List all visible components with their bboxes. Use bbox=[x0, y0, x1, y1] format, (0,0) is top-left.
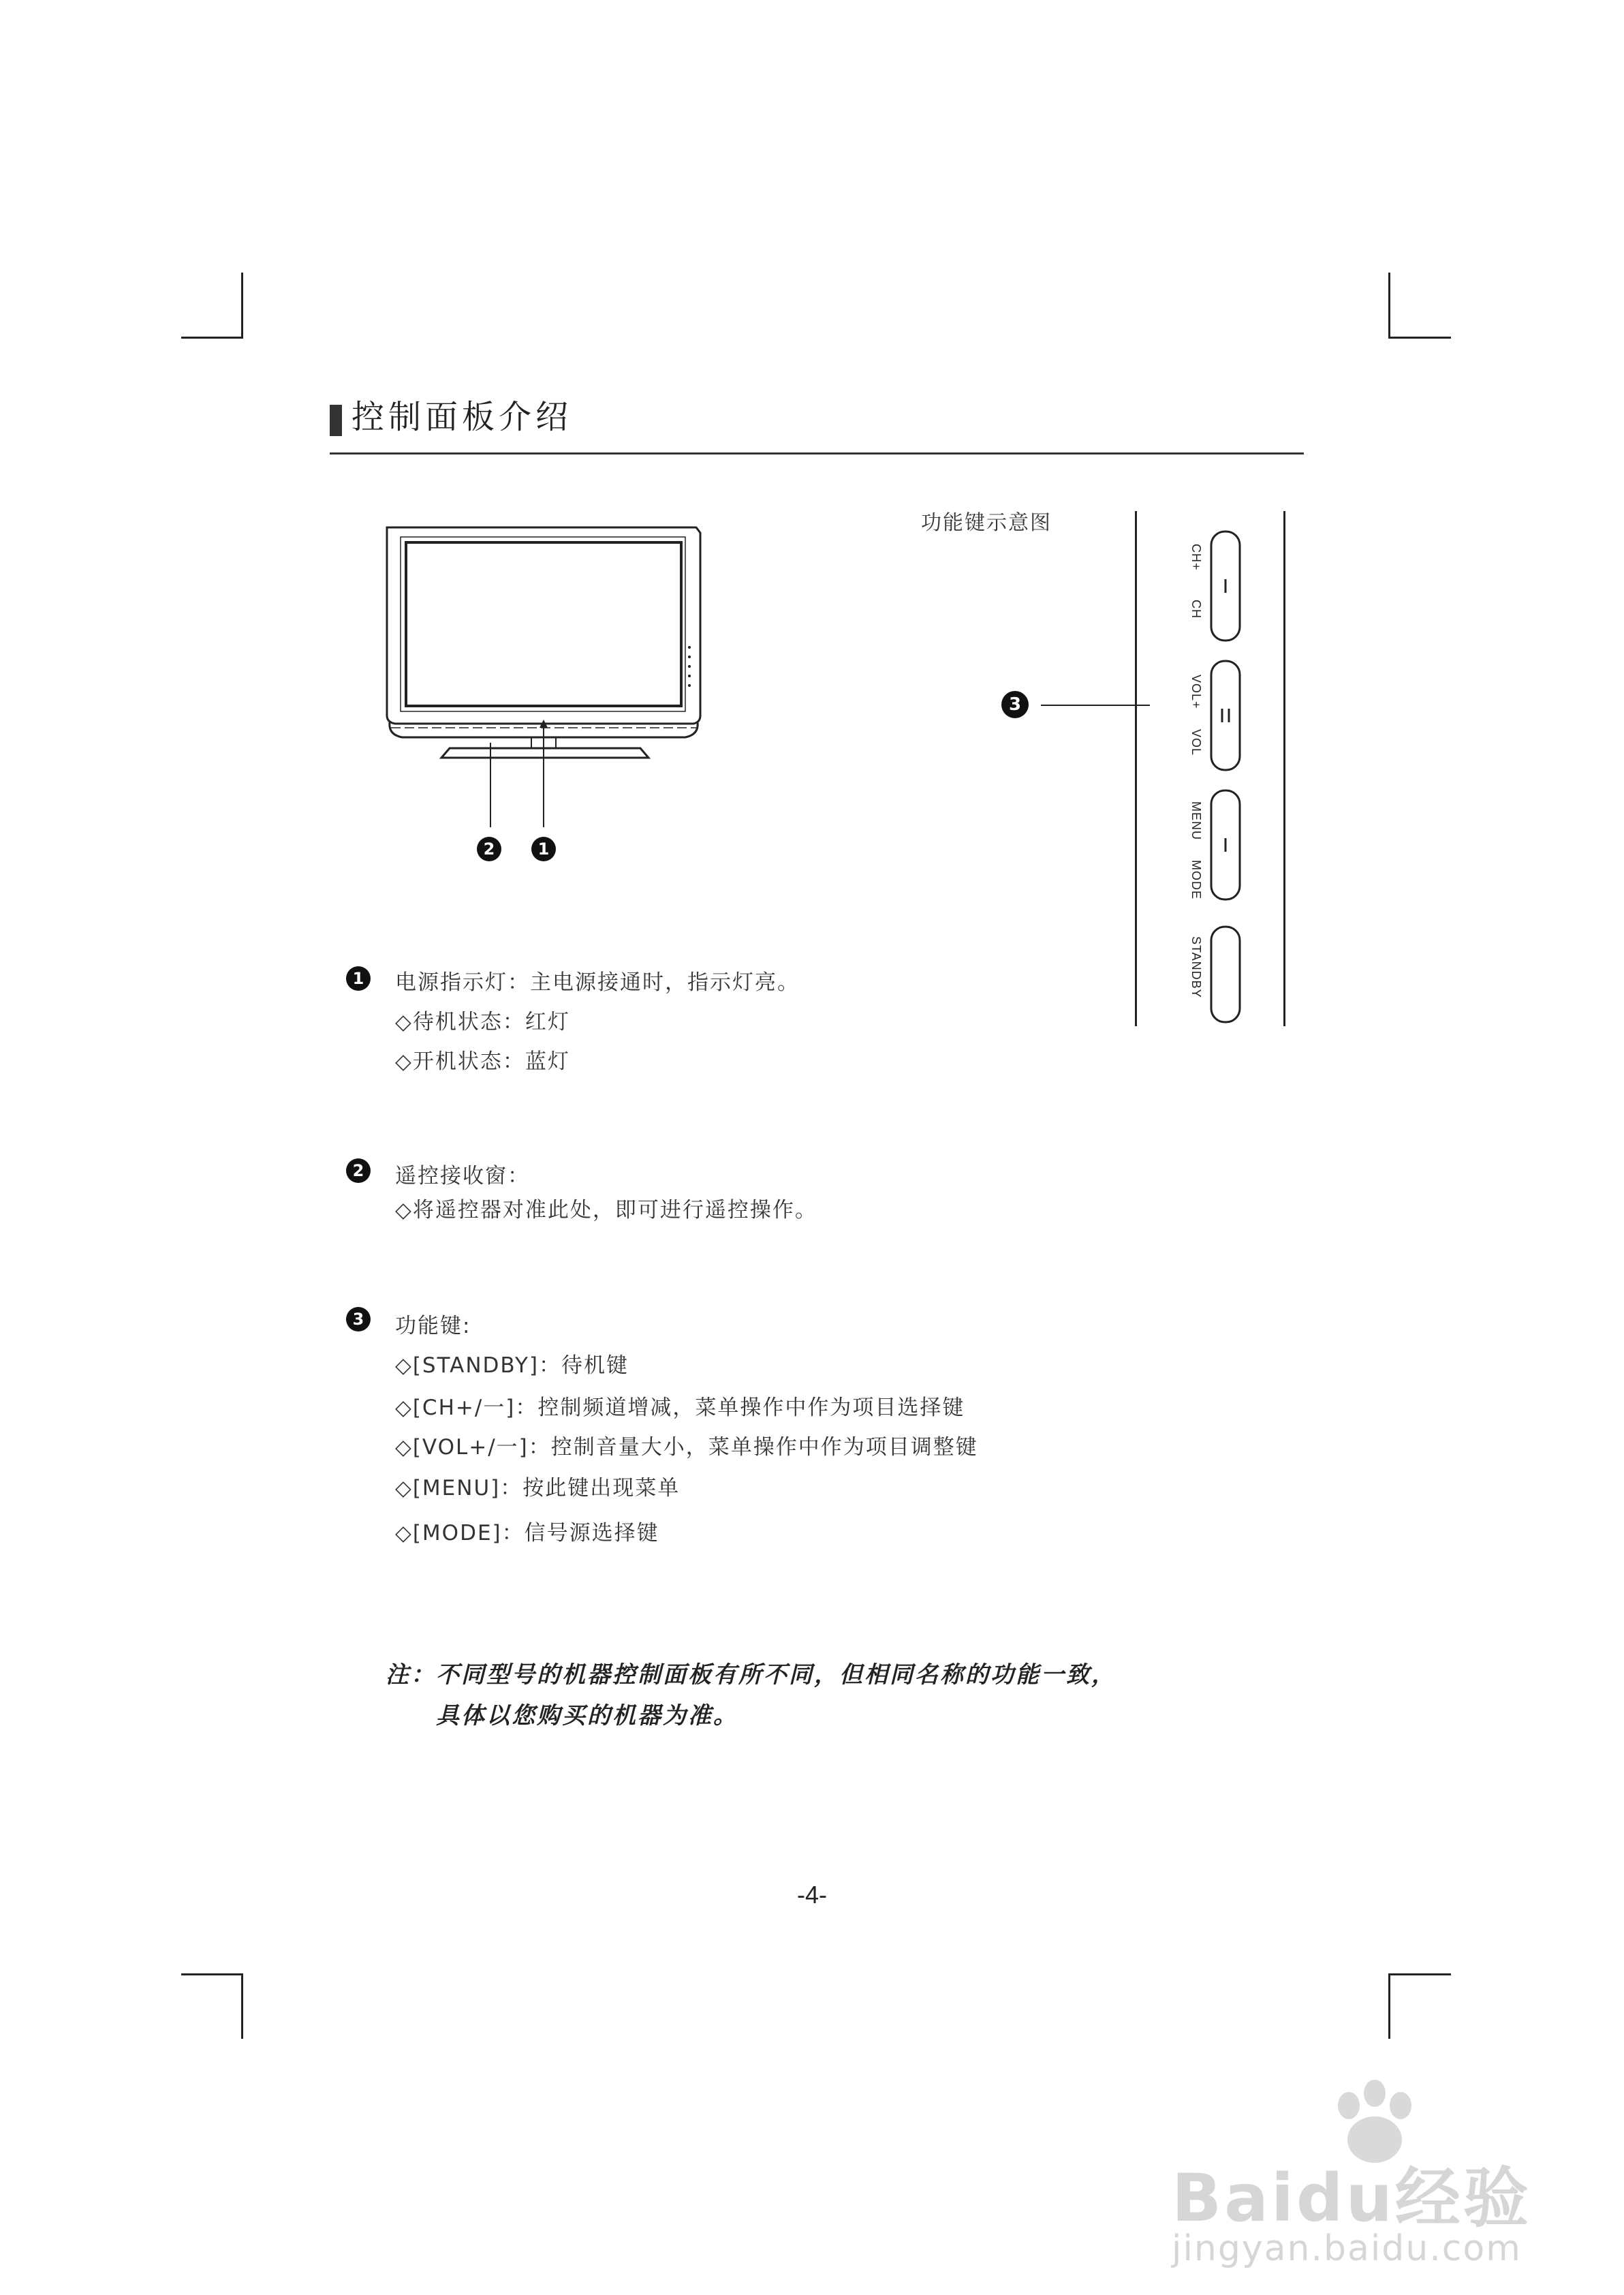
title-rule bbox=[330, 452, 1304, 455]
key-label-ch-plus: CH+ bbox=[1189, 544, 1203, 571]
key-label-ch-minus: CH bbox=[1189, 600, 1203, 619]
note-line-2: 具体以您购买的机器为准。 bbox=[436, 1702, 738, 1729]
key-label-standby: STANDBY bbox=[1189, 936, 1203, 998]
crop-mark-top-left-h bbox=[181, 337, 243, 339]
page-title: 控制面板介绍 bbox=[352, 398, 573, 436]
crop-mark-top-right-v bbox=[1388, 273, 1390, 338]
crop-mark-top-left-v bbox=[241, 273, 243, 338]
section-3-item-menu: ◇[MENU]：按此键出现菜单 bbox=[395, 1476, 681, 1500]
section-2-number: 2 bbox=[346, 1158, 371, 1183]
section-3-item-ch: ◇[CH+/一]：控制频道增减，菜单操作中作为项目选择键 bbox=[395, 1396, 965, 1420]
watermark-url: jingyan.baidu.com bbox=[1172, 2228, 1522, 2269]
key-label-menu: MENU bbox=[1189, 801, 1203, 840]
crop-mark-bottom-left-v bbox=[241, 1973, 243, 2039]
section-3-item-mode: ◇[MODE]：信号源选择键 bbox=[395, 1521, 659, 1545]
crop-mark-bottom-left-h bbox=[181, 1973, 243, 1975]
crop-mark-bottom-right-h bbox=[1388, 1973, 1451, 1975]
key-label-vol-plus: VOL+ bbox=[1189, 675, 1203, 709]
diagram-caption: 功能键示意图 bbox=[921, 511, 1052, 535]
section-3-item-vol: ◇[VOL+/一]：控制音量大小，菜单操作中作为项目调整键 bbox=[395, 1435, 978, 1460]
section-2-item-1: ◇将遥控器对准此处，即可进行遥控操作。 bbox=[395, 1198, 817, 1222]
note-line-1: 注：不同型号的机器控制面板有所不同，但相同名称的功能一致， bbox=[386, 1661, 1116, 1689]
callout-2: 2 bbox=[477, 837, 501, 861]
panel-right-edge bbox=[1283, 511, 1285, 1026]
section-1-number: 1 bbox=[346, 966, 371, 991]
page-number: -4- bbox=[797, 1881, 827, 1909]
section-3-item-standby: ◇[STANDBY]：待机键 bbox=[395, 1353, 629, 1378]
callout-3: 3 bbox=[1001, 691, 1029, 718]
key-label-mode: MODE bbox=[1189, 860, 1203, 899]
crop-mark-bottom-right-v bbox=[1388, 1973, 1390, 2039]
watermark-brand: Baidu经验 bbox=[1172, 2160, 1531, 2236]
section-2-heading: 遥控接收窗： bbox=[395, 1164, 530, 1188]
crop-mark-top-right-h bbox=[1388, 337, 1451, 339]
section-3-heading: 功能键: bbox=[395, 1314, 471, 1338]
section-1-item-2: ◇开机状态：蓝灯 bbox=[395, 1049, 570, 1074]
tv-illustration bbox=[381, 518, 708, 872]
title-marker bbox=[330, 405, 342, 436]
callout-3-leader bbox=[1041, 705, 1150, 706]
section-3-number: 3 bbox=[346, 1307, 371, 1331]
section-1-item-1: ◇待机状态：红灯 bbox=[395, 1010, 570, 1034]
panel-left-edge bbox=[1135, 511, 1137, 1026]
key-buttons bbox=[1206, 525, 1247, 1029]
key-label-vol-minus: VOL bbox=[1189, 729, 1203, 756]
callout-1: 1 bbox=[531, 837, 556, 861]
section-1-heading: 电源指示灯：主电源接通时，指示灯亮。 bbox=[395, 970, 800, 995]
